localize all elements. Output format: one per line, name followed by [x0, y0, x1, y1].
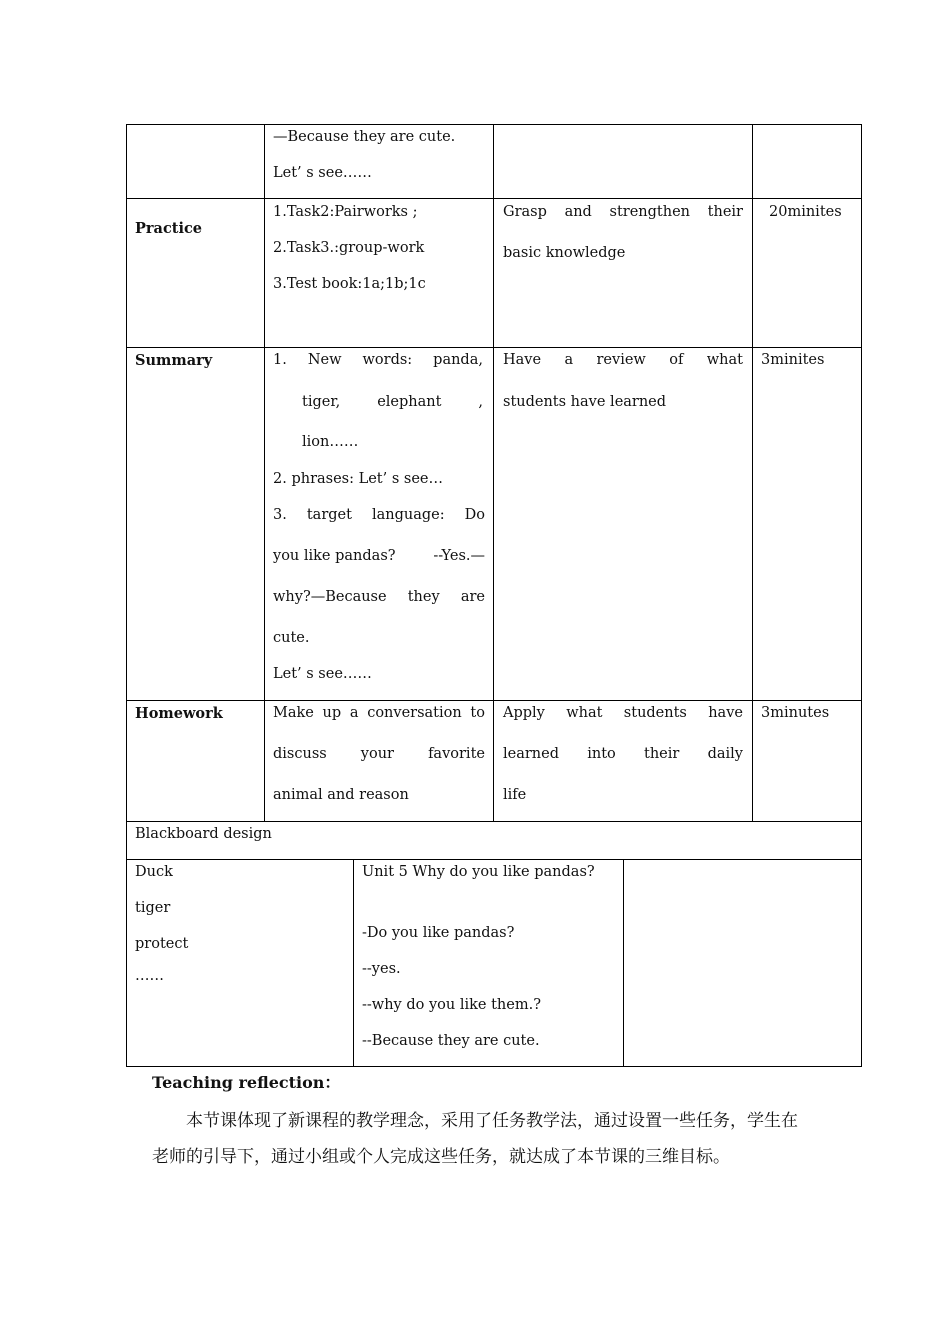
content-line — [302, 394, 483, 410]
content-word: conversation — [367, 705, 462, 721]
purpose-word: their — [707, 204, 743, 220]
content-line — [273, 589, 485, 605]
purpose-line — [503, 746, 743, 762]
dialogue-title: Unit 5 Why do you like pandas? — [362, 864, 595, 880]
content-line: Let’ s see…… — [273, 165, 372, 181]
purpose-word: learned — [503, 746, 559, 762]
content-word: you like pandas? — [273, 548, 396, 564]
column-divider — [623, 859, 624, 1067]
purpose-word: have — [708, 705, 743, 721]
content-line: 2. phrases: Let’ s see… — [273, 471, 444, 487]
content-word: New — [307, 352, 342, 368]
purpose-line — [503, 705, 743, 721]
content-line: animal and reason — [273, 787, 409, 803]
content-word: Do — [464, 507, 485, 523]
content-word: tiger, — [302, 394, 341, 410]
content-line: lion…… — [302, 434, 359, 450]
purpose-word: what — [706, 352, 743, 368]
dialogue-line: --yes. — [362, 961, 401, 977]
content-word: your — [360, 746, 394, 762]
content-word: are — [460, 589, 485, 605]
time-value: 20minites — [769, 204, 842, 220]
content-line — [273, 352, 483, 368]
table-border-right — [861, 124, 862, 1067]
content-line — [273, 548, 485, 564]
purpose-line: life — [503, 787, 527, 803]
purpose-word: into — [587, 746, 616, 762]
content-line: Let’ s see…… — [273, 666, 372, 682]
time-value: 3minutes — [761, 705, 830, 721]
content-word: language: — [371, 507, 445, 523]
content-line: cute. — [273, 630, 310, 646]
purpose-line: students have learned — [503, 394, 667, 410]
word-item: Duck — [135, 864, 173, 880]
purpose-line: basic knowledge — [503, 245, 626, 261]
purpose-word: Grasp — [503, 204, 547, 220]
purpose-word: and — [564, 204, 592, 220]
purpose-word: review — [596, 352, 646, 368]
content-line — [273, 507, 485, 523]
word-item: …… — [135, 968, 164, 984]
content-word: 1. — [273, 352, 287, 368]
content-word: panda, — [433, 352, 483, 368]
content-line: 2.Task3.:group-work — [273, 240, 425, 256]
content-word: elephant — [377, 394, 442, 410]
content-word: words: — [362, 352, 413, 368]
content-word: Make — [273, 705, 314, 721]
content-word: --Yes.— — [433, 548, 485, 564]
reflection-line: 本节课体现了新课程的教学理念，采用了任务教学法，通过设置一些任务，学生在 — [186, 1111, 798, 1131]
row-divider — [126, 859, 862, 860]
stage-label: Homework — [135, 705, 223, 722]
content-word: favorite — [428, 746, 485, 762]
column-divider — [752, 124, 753, 822]
content-word: why?—Because — [273, 589, 387, 605]
purpose-word: Have — [503, 352, 542, 368]
column-divider — [353, 859, 354, 1067]
reflection-title: Teaching reflection： — [152, 1073, 341, 1092]
dialogue-line: -Do you like pandas? — [362, 925, 515, 941]
content-word: 3. — [273, 507, 287, 523]
content-line: —Because they are cute. — [273, 129, 456, 145]
content-line: 3.Test book:1a;1b;1c — [273, 276, 426, 292]
content-word: a — [349, 705, 359, 721]
reflection-line: 老师的引导下，通过小组或个人完成这些任务，就达成了本节课的三维目标。 — [152, 1147, 730, 1167]
table-border-bottom — [126, 1066, 862, 1067]
content-word: target — [306, 507, 352, 523]
word-item: tiger — [135, 900, 171, 916]
table-border-left — [126, 124, 127, 1067]
content-word: to — [470, 705, 485, 721]
content-line: 1.Task2:Pairworks ; — [273, 204, 418, 220]
content-line — [273, 746, 485, 762]
stage-label: Practice — [135, 220, 203, 237]
purpose-word: a — [564, 352, 574, 368]
column-divider — [493, 124, 494, 822]
column-divider — [264, 124, 265, 822]
purpose-word: Apply — [503, 705, 545, 721]
stage-label: Summary — [135, 352, 213, 369]
word-item: protect — [135, 936, 189, 952]
purpose-line — [503, 352, 743, 368]
purpose-word: students — [623, 705, 687, 721]
purpose-word: of — [669, 352, 684, 368]
content-word: up — [322, 705, 342, 721]
time-value: 3minites — [761, 352, 825, 368]
purpose-word: strengthen — [609, 204, 690, 220]
content-word: , — [478, 394, 483, 410]
blackboard-header: Blackboard design — [135, 826, 272, 842]
content-word: discuss — [273, 746, 327, 762]
purpose-word: their — [644, 746, 680, 762]
content-line — [273, 705, 485, 721]
purpose-word: daily — [707, 746, 743, 762]
dialogue-line: --Because they are cute. — [362, 1033, 540, 1049]
purpose-line — [503, 204, 743, 220]
content-word: they — [407, 589, 440, 605]
dialogue-line: --why do you like them.? — [362, 997, 541, 1013]
purpose-word: what — [566, 705, 603, 721]
